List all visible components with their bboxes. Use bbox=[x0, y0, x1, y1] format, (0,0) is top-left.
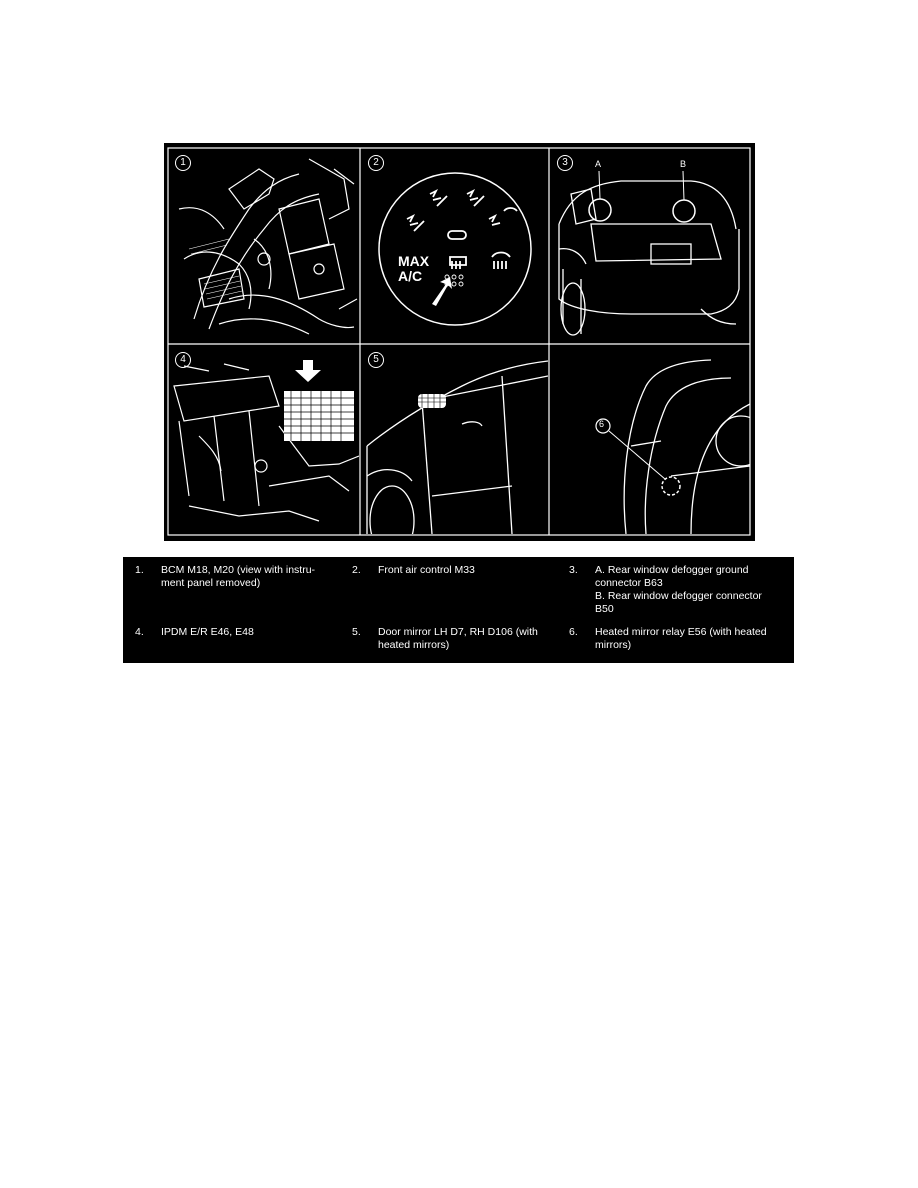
legend-text: Door mirror LH D7, RH D106 (with heated mirrors) bbox=[378, 626, 538, 651]
legend-table bbox=[123, 557, 794, 663]
legend-number: 4. bbox=[135, 626, 144, 638]
legend-number: 6. bbox=[569, 626, 578, 638]
legend-text: Front air control M33 bbox=[378, 564, 475, 576]
callout-a: A bbox=[595, 159, 602, 169]
legend-text: A. Rear window defogger ground connector B63 B. Rear window defogger connector B50 bbox=[595, 564, 762, 615]
legend-number: 1. bbox=[135, 564, 144, 576]
max-label: MAX bbox=[398, 253, 430, 269]
legend-number: 2. bbox=[352, 564, 361, 576]
callout-b: B bbox=[680, 159, 687, 169]
panel-number: 4 bbox=[175, 352, 191, 368]
panel-number: 3 bbox=[557, 155, 573, 171]
callout-6: 6 bbox=[599, 419, 605, 429]
component-location-figure bbox=[164, 143, 755, 541]
legend-text: Heated mirror relay E56 (with heated mirrors) bbox=[595, 626, 767, 651]
legend-text: BCM M18, M20 (view with instru- ment panel removed) bbox=[161, 564, 316, 589]
ac-label: A/C bbox=[398, 268, 423, 284]
panel-number: 1 bbox=[175, 155, 191, 171]
panel-number: 5 bbox=[368, 352, 384, 368]
legend-number: 3. bbox=[569, 564, 578, 576]
legend-text: IPDM E/R E46, E48 bbox=[161, 626, 254, 638]
panel-number: 2 bbox=[368, 155, 384, 171]
legend-number: 5. bbox=[352, 626, 361, 638]
panel-grid bbox=[165, 144, 754, 540]
